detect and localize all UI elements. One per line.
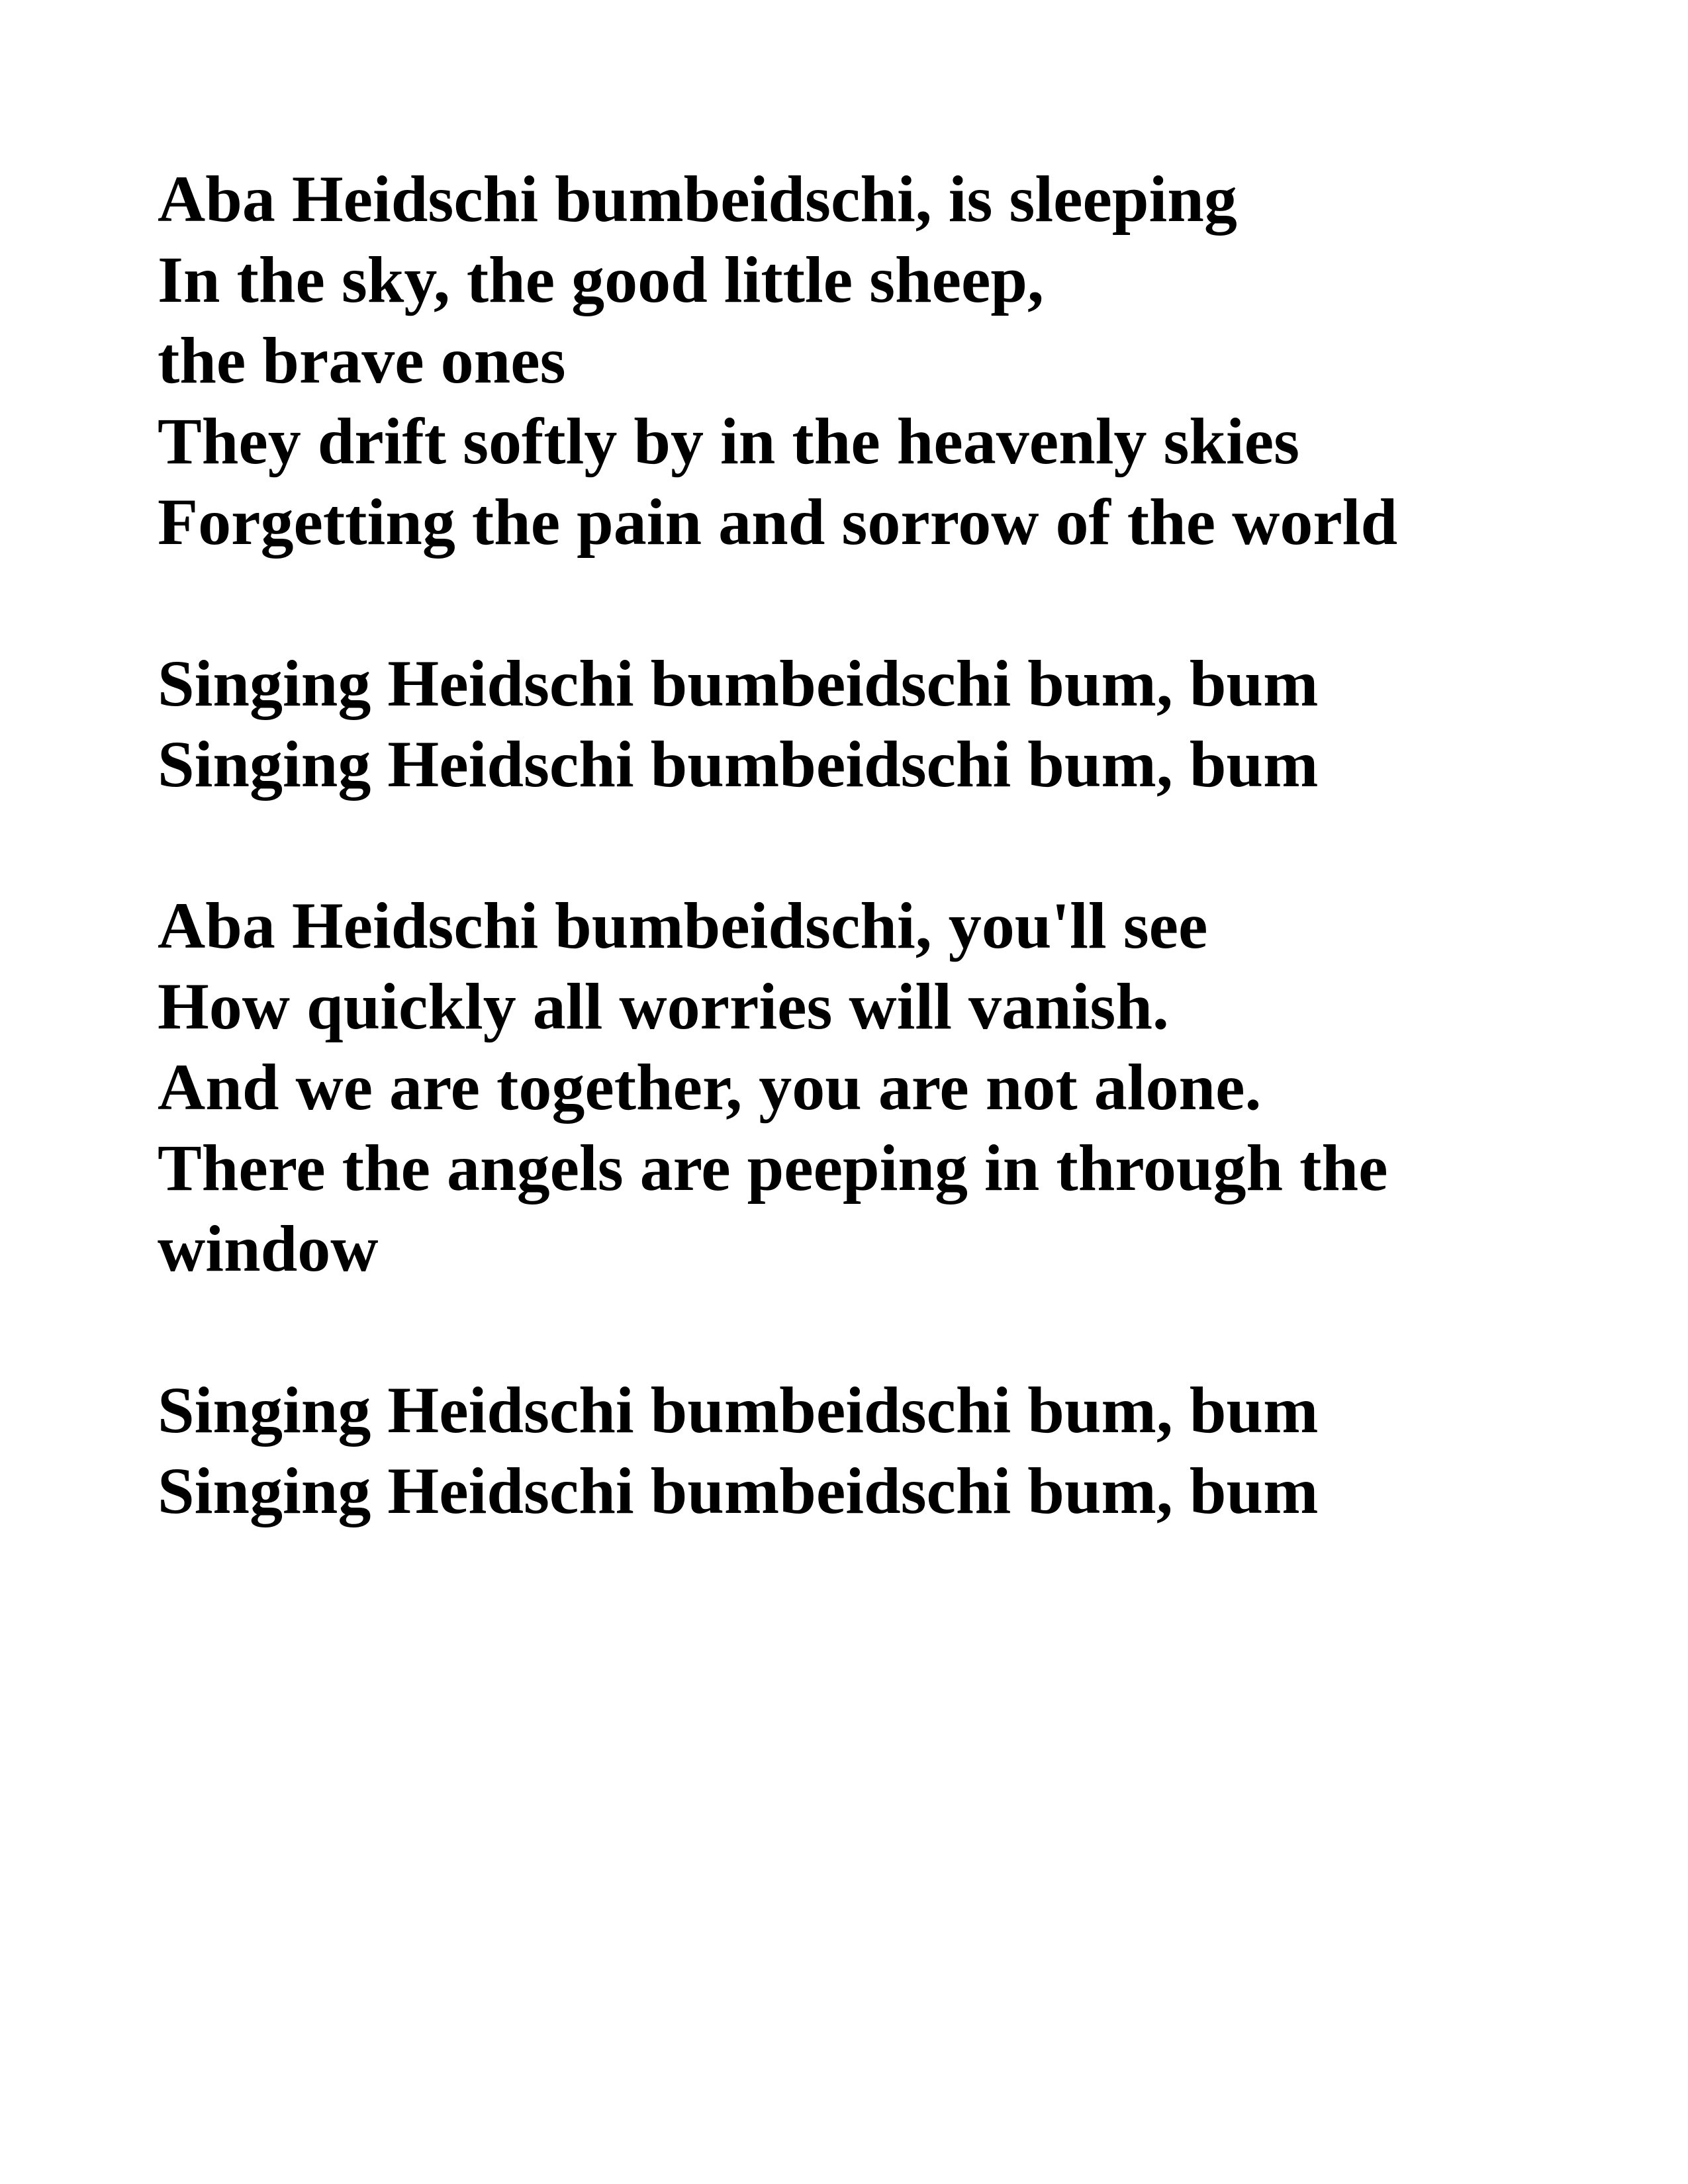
- lyrics-text: [158, 159, 1614, 1612]
- lyric-line: There the angels are peeping in through the: [158, 1131, 1388, 1205]
- lyric-line: Singing Heidschi bumbeidschi bum, bum: [158, 647, 1319, 720]
- lyric-line: Forgetting the pain and sorrow of the world: [158, 485, 1398, 559]
- lyric-line: They drift softly by in the heavenly skies: [158, 404, 1300, 478]
- lyric-line: Singing Heidschi bumbeidschi bum, bum: [158, 1373, 1319, 1447]
- lyric-line: Aba Heidschi bumbeidschi, you'll see: [158, 889, 1208, 962]
- lyric-line: window: [158, 1212, 379, 1285]
- lyric-line: the brave ones: [158, 324, 566, 397]
- chorus-1: [158, 643, 1614, 805]
- chorus-2: [158, 1370, 1614, 1531]
- lyric-line: And we are together, you are not alone.: [158, 1050, 1262, 1124]
- lyric-line: Singing Heidschi bumbeidschi bum, bum: [158, 1454, 1319, 1527]
- lyric-line: Aba Heidschi bumbeidschi, is sleeping: [158, 162, 1237, 236]
- lyric-line: In the sky, the good little sheep,: [158, 243, 1045, 316]
- lyric-line: Singing Heidschi bumbeidschi bum, bum: [158, 727, 1319, 801]
- stanza-1: [158, 159, 1614, 563]
- lyric-line: How quickly all worries will vanish.: [158, 970, 1169, 1043]
- stanza-2: [158, 886, 1614, 1289]
